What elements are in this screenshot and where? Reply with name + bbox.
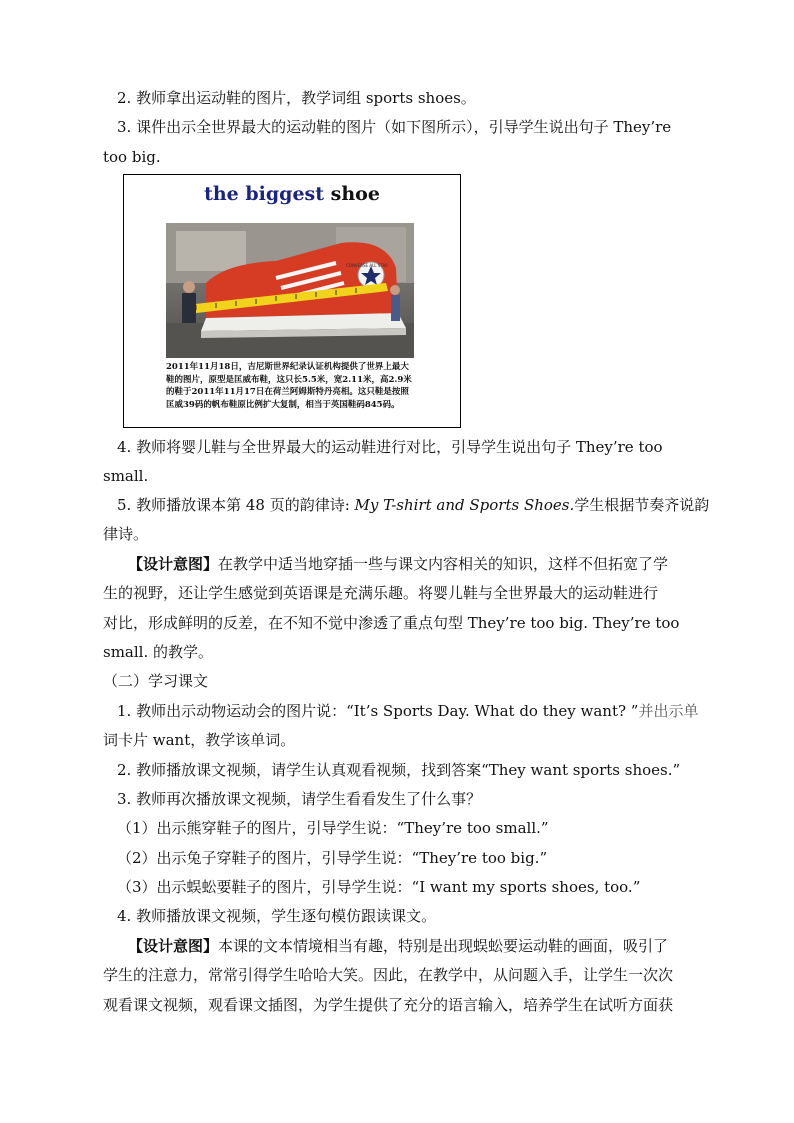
list-item: （1）出示熊穿鞋子的图片，引导学生说：“They’re too small.” [117,819,549,837]
text-run: 在教学中适当地穿插一些与课文内容相关的知识，这样不但拓宽了学 [218,555,669,573]
list-item: （2）出示兔子穿鞋子的图片，引导学生说：“They’re too big.” [117,849,548,867]
paragraph-line: small. 的教学。 [103,643,213,661]
section-heading: （二）学习课文 [103,672,209,690]
design-intent-label: 【设计意图】 [128,937,219,955]
list-item [117,701,699,721]
list-item: 律诗。 [103,525,149,543]
paragraph-line: 学生的注意力，常常引得学生哈哈大笑。因此，在教学中，从问题入手，让学生一次次 [103,966,674,984]
svg-text:CONVERSE ALL STAR: CONVERSE ALL STAR [346,263,388,268]
list-item: too big. [103,148,161,166]
giant-shoe-image [166,223,414,358]
list-item: small. [103,467,149,485]
shoe-figure [123,174,461,428]
list-item: 2. 教师播放课文视频，请学生认真观看视频，找到答案“They want sports shoes.” [117,761,681,779]
figure-caption: 2011年11月18日，吉尼斯世界纪录认证机构提供了世界上最大鞋的图片，原型是匡威布鞋，这只长5.5米，宽2.11米，高2.9米的鞋于2011年11月17日在荷兰阿姆斯特丹亮相。这只鞋是按照匡威39码的帆布鞋原比例扩大复制，相当于英国鞋码845码。 [166,362,412,410]
text-run: 5. 教师播放课本第 48 页的韵律诗: [117,496,355,514]
list-item: 2. 教师拿出运动鞋的图片，教学词组 sports shoes。 [117,89,476,107]
list-item: 词卡片 want，教学该单词。 [103,731,296,749]
paragraph-line [128,554,668,574]
giant-shoe-photo [166,223,414,358]
list-item [117,495,709,515]
text-run: 学生根据节奏齐说韵 [574,496,710,514]
text-run: 本课的文本情境相当有趣，特别是出现蜈蚣要运动鞋的画面，吸引了 [218,937,669,955]
paragraph-line: 观看课文视频，观看课文插图，为学生提供了充分的语言输入，培养学生在试听方面获 [103,996,674,1014]
text-run: 并出示单 [638,702,699,720]
figure-title: the biggest shoe [204,183,380,205]
text-run: 1. 教师出示动物运动会的图片说：“It’s Sports Day. What do they want? ” [117,702,639,720]
list-item: （3）出示蜈蚣要鞋子的图片，引导学生说：“I want my sports shoes, too.” [117,878,641,896]
design-intent-label: 【设计意图】 [128,555,219,573]
list-item: 4. 教师将婴儿鞋与全世界最大的运动鞋进行对比，引导学生说出句子 They’re too [117,438,663,456]
paragraph-line [128,936,668,956]
paragraph-line: 对比，形成鲜明的反差，在不知不觉中渗透了重点句型 They’re too big. They’re too [103,614,680,632]
paragraph-line: 生的视野，还让学生感觉到英语课是充满乐趣。将婴儿鞋与全世界最大的运动鞋进行 [103,584,659,602]
list-item: 3. 教师再次播放课文视频，请学生看看发生了什么事？ [117,790,482,808]
poem-title: My T-shirt and Sports Shoes. [354,496,575,514]
list-item: 3. 课件出示全世界最大的运动鞋的图片（如下图所示），引导学生说出句子 They’re [117,118,672,136]
list-item: 4. 教师播放课文视频，学生逐句模仿跟读课文。 [117,907,437,925]
